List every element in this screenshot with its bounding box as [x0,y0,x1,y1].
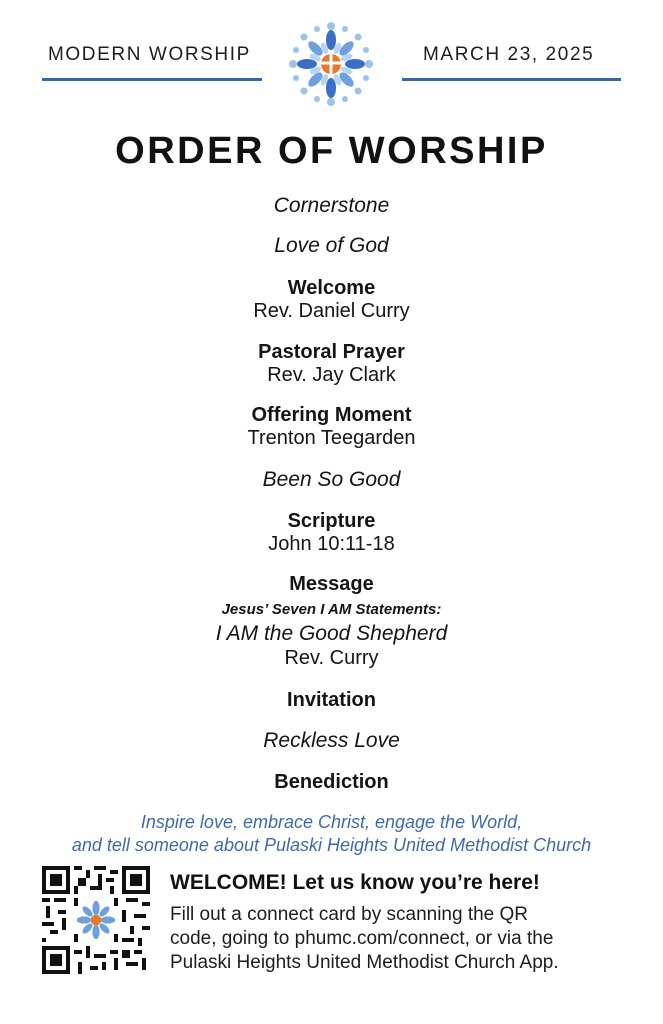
welcome-person: Rev. Daniel Curry [253,300,410,322]
prayer-person: Rev. Jay Clark [267,364,396,386]
mission-statement-line1: Inspire love, embrace Christ, engage the World, [140,812,523,832]
header-rule-left [42,78,262,81]
welcome-line-1: Fill out a connect card by scanning the QR [170,904,529,925]
header-right-text: MARCH 23, 2025 [423,44,595,65]
welcome-line-3: Pulaski Heights United Methodist Church App. [170,952,559,973]
welcome-heading: Welcome [287,277,376,299]
header-left-text: MODERN WORSHIP [48,44,251,65]
song-reckless-love: Reckless Love [263,729,400,752]
message-person: Rev. Curry [284,647,379,669]
song-been-so-good: Been So Good [262,468,401,491]
qr-code-icon[interactable] [42,866,150,974]
offering-heading: Offering Moment [251,404,412,426]
flower-cross-icon [285,18,377,110]
message-heading: Message [289,573,374,595]
scripture-heading: Scripture [287,510,376,532]
page-title: ORDER OF WORSHIP [115,130,548,172]
prayer-heading: Pastoral Prayer [258,341,405,363]
welcome-line-2: code, going to phumc.com/connect, or via the [170,928,554,949]
benediction-heading: Benediction [274,771,389,793]
header-rule-right [402,78,621,81]
offering-person: Trenton Teegarden [247,427,416,449]
song-cornerstone: Cornerstone [273,194,390,217]
invitation-heading: Invitation [287,689,376,711]
message-title: I AM the Good Shepherd [215,622,448,645]
welcome-title: WELCOME! Let us know you’re here! [170,871,540,894]
mission-statement-line2: and tell someone about Pulaski Heights United Methodist Church [71,835,592,855]
message-series: Jesus’ Seven I AM Statements: [221,601,442,618]
song-love-of-god: Love of God [274,234,389,257]
scripture-reference: John 10:11-18 [268,533,395,555]
